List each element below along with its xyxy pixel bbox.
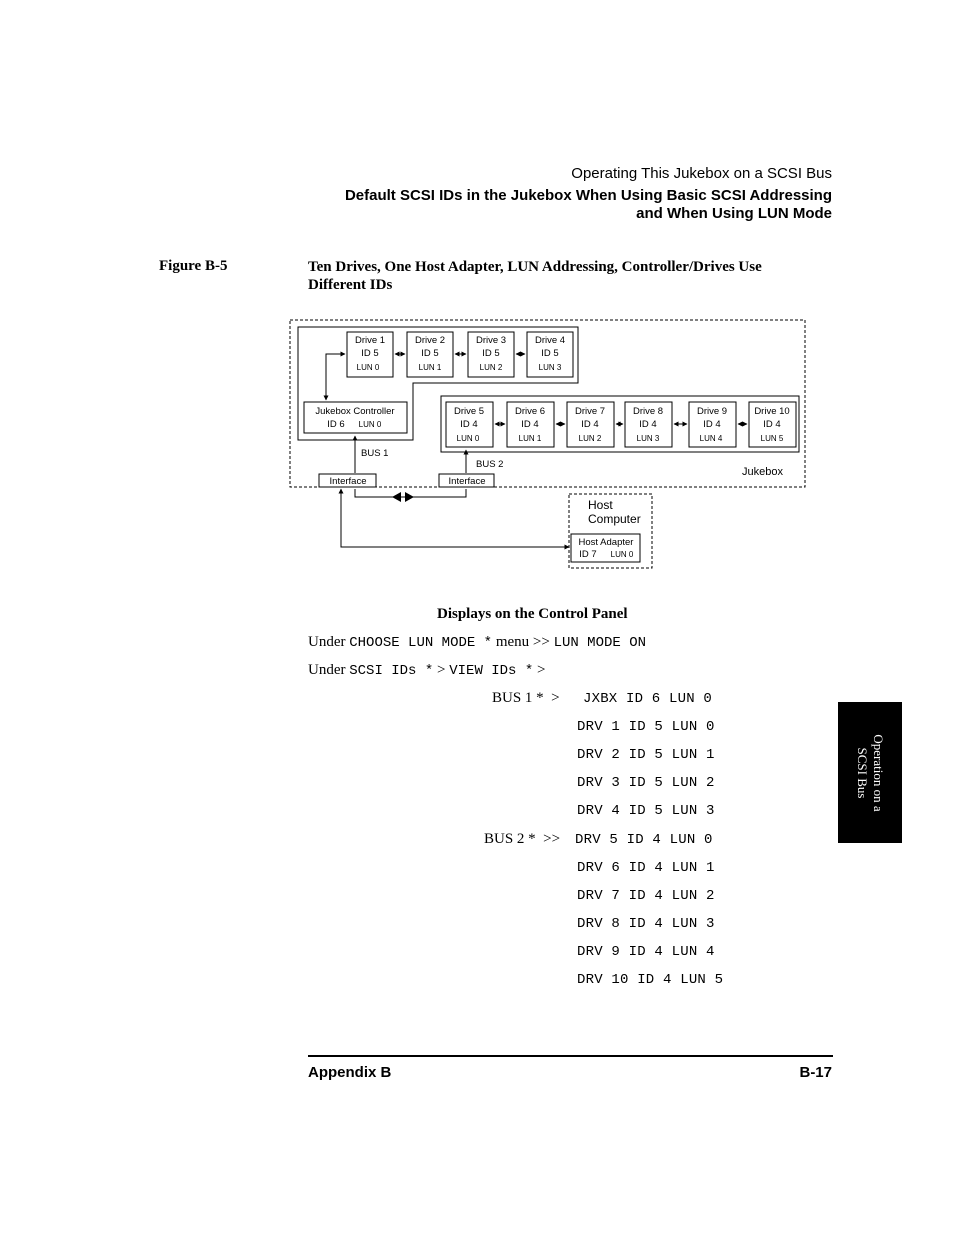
instruction-text: Under xyxy=(308,662,350,678)
view-ids-instruction xyxy=(308,662,545,679)
tab-line-1: Operation on a xyxy=(871,733,886,812)
display-line: DRV 4 ID 5 LUN 3 xyxy=(577,803,715,819)
host-adapter-lun: LUN 0 xyxy=(610,550,634,559)
drive-name: Drive 10 xyxy=(754,406,790,417)
display-line: DRV 5 ID 4 LUN 0 xyxy=(575,832,713,848)
display-line: DRV 2 ID 5 LUN 1 xyxy=(577,747,715,763)
drive-box xyxy=(749,402,796,447)
bus2-label: BUS 2 xyxy=(476,459,504,470)
control-panel-title: Displays on the Control Panel xyxy=(437,606,628,622)
host-adapter-id: ID 7 xyxy=(579,549,597,560)
display-line: DRV 8 ID 4 LUN 3 xyxy=(577,916,715,932)
drive-box xyxy=(625,402,672,447)
drive-lun: LUN 4 xyxy=(699,434,723,443)
bus1-display-label: BUS 1 * > xyxy=(492,690,560,706)
drive-box xyxy=(507,402,554,447)
drive-box xyxy=(468,332,514,377)
jukebox-controller-box xyxy=(304,402,407,433)
jukebox-label: Jukebox xyxy=(742,466,783,478)
figure-title-line-1: Ten Drives, One Host Adapter, LUN Addressing, Controller/Drives Use xyxy=(308,259,762,275)
instruction-text: > xyxy=(433,662,450,678)
drive-name: Drive 9 xyxy=(696,406,728,417)
display-line: DRV 3 ID 5 LUN 2 xyxy=(577,775,715,791)
header-title-line-1: Default SCSI IDs in the Jukebox When Using Basic SCSI Addressing xyxy=(344,187,832,204)
drive-id: ID 5 xyxy=(361,348,379,359)
running-header-section: Operating This Jukebox on a SCSI Bus xyxy=(571,165,832,182)
drive-name: Drive 4 xyxy=(534,335,566,346)
instruction-text: Under xyxy=(308,634,350,650)
page-number: B-17 xyxy=(799,1064,832,1081)
menu-code: SCSI IDs * xyxy=(349,663,434,679)
drive-name: Drive 2 xyxy=(414,335,446,346)
drive-lun: LUN 5 xyxy=(760,434,784,443)
drive-name: Drive 3 xyxy=(475,335,507,346)
drive-lun: LUN 1 xyxy=(418,363,442,372)
controller-lun: LUN 0 xyxy=(358,420,382,429)
section-thumb-tab xyxy=(838,702,902,843)
drive-id: ID 5 xyxy=(541,348,559,359)
controller-drive-link xyxy=(326,354,345,400)
footer-rule xyxy=(308,1055,833,1057)
host-interface-link xyxy=(341,489,569,547)
drive-lun: LUN 2 xyxy=(479,363,503,372)
lun-mode-instruction xyxy=(308,634,646,651)
drive-id: ID 5 xyxy=(482,348,500,359)
figure-label: Figure B-5 xyxy=(159,258,228,274)
host-label-line-1: Host xyxy=(588,498,613,512)
display-line: DRV 10 ID 4 LUN 5 xyxy=(577,972,724,988)
controller-id: ID 6 xyxy=(327,419,345,430)
drive-box xyxy=(446,402,493,447)
interface-box xyxy=(439,474,494,487)
drive-name: Drive 5 xyxy=(453,406,485,417)
drive-id: ID 4 xyxy=(639,419,657,430)
footer-appendix: Appendix B xyxy=(308,1064,392,1081)
instruction-text: menu >> xyxy=(492,634,554,650)
host-adapter-box xyxy=(571,534,640,562)
drive-id: ID 4 xyxy=(521,419,539,430)
drive-box xyxy=(527,332,573,377)
section-thumb-tab-text xyxy=(854,734,886,811)
display-line: DRV 6 ID 4 LUN 1 xyxy=(577,860,715,876)
drive-id: ID 4 xyxy=(581,419,599,430)
menu-code: LUN MODE ON xyxy=(553,635,646,651)
drive-id: ID 4 xyxy=(460,419,478,430)
drive-lun: LUN 2 xyxy=(578,434,602,443)
tab-line-2: SCSI Bus xyxy=(855,747,870,798)
bus2-display-label: BUS 2 * >> xyxy=(484,831,561,847)
drive-name: Drive 1 xyxy=(354,335,386,346)
menu-code: CHOOSE LUN MODE * xyxy=(349,635,493,651)
drive-box xyxy=(689,402,736,447)
drive-box xyxy=(407,332,453,377)
drive-lun: LUN 1 xyxy=(518,434,542,443)
drive-lun: LUN 0 xyxy=(456,434,480,443)
drive-id: ID 4 xyxy=(763,419,781,430)
display-line: DRV 1 ID 5 LUN 0 xyxy=(577,719,715,735)
interface-label: Interface xyxy=(448,476,486,487)
menu-code: VIEW IDs * xyxy=(449,663,534,679)
drive-name: Drive 8 xyxy=(632,406,664,417)
drive-lun: LUN 3 xyxy=(636,434,660,443)
interface-label: Interface xyxy=(329,476,367,487)
figure-title-line-2: Different IDs xyxy=(308,277,393,293)
header-title-line-2: and When Using LUN Mode xyxy=(636,205,832,222)
instruction-text: > xyxy=(533,662,546,678)
host-label-line-2: Computer xyxy=(588,512,641,526)
drive-lun: LUN 3 xyxy=(538,363,562,372)
scsi-bus-diagram xyxy=(0,0,954,600)
host-adapter-name: Host Adapter xyxy=(578,537,634,548)
display-line: DRV 7 ID 4 LUN 2 xyxy=(577,888,715,904)
drive-name: Drive 7 xyxy=(574,406,606,417)
interface-box xyxy=(319,474,376,487)
drive-box xyxy=(567,402,614,447)
drive-name: Drive 6 xyxy=(514,406,546,417)
display-line: JXBX ID 6 LUN 0 xyxy=(583,691,713,707)
bus1-label: BUS 1 xyxy=(361,448,389,459)
display-line: DRV 9 ID 4 LUN 4 xyxy=(577,944,715,960)
controller-name: Jukebox Controller xyxy=(315,406,395,417)
drive-box xyxy=(347,332,393,377)
drive-id: ID 5 xyxy=(421,348,439,359)
drive-lun: LUN 0 xyxy=(356,363,380,372)
drive-id: ID 4 xyxy=(703,419,721,430)
